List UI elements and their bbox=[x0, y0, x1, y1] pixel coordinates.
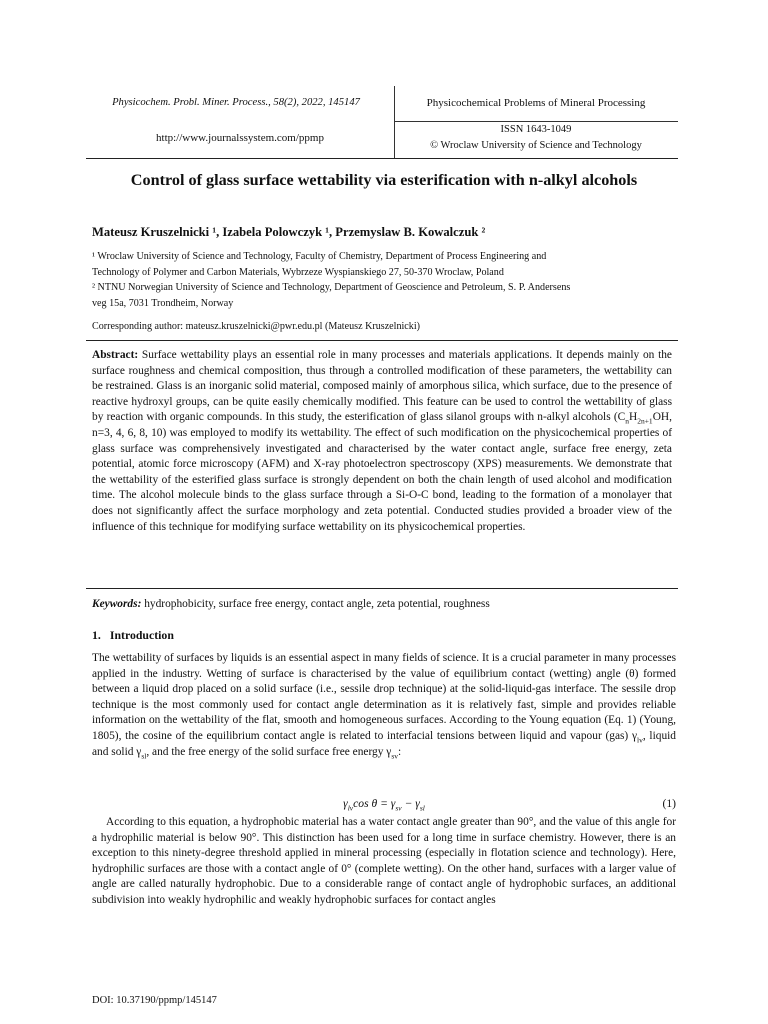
journal-url[interactable]: http://www.journalssystem.com/ppmp bbox=[156, 132, 324, 144]
affiliation-2-line-1: ² NTNU Norwegian University of Science and Technology, Department of Geoscience and Petroleum, S. P. Andersens bbox=[92, 282, 571, 293]
eq-gamma: γ bbox=[343, 797, 348, 810]
intro-paragraph-2: According to this equation, a hydrophobic material has a water contact angle greater than 90°, and the value of this angle for a hydrophilic material is below 90°. This distinction has been used for a long time in surface chemistry. However, there is an exception to this ninety-degree threshold applied in mineral processing (especially in flotation science and technology). Here, hydrophilic surfaces are those with a contact angle of 0° (complete wetting). On the other hand, surfaces with a larger value of angle are called naturally hydrophobic. Due to a considerable range of contact angle of hydrophobic surfaces, an additional subdivision into weakly hydrophilic and weakly hydrophobic surfaces for contact angles bbox=[92, 816, 676, 906]
journal-issn: ISSN 1643-1049 bbox=[500, 124, 572, 135]
abstract-box bbox=[86, 340, 678, 589]
equation-expression bbox=[92, 797, 676, 813]
corresponding-author: Corresponding author: mateusz.kruszelnicki@pwr.edu.pl (Mateusz Kruszelnicki) bbox=[92, 321, 421, 332]
abstract-h: H bbox=[628, 411, 638, 424]
eq-sub-sl: sl bbox=[419, 803, 425, 813]
p1-text-b: , liquid and solid γ bbox=[92, 729, 676, 758]
abstract-body-1: Surface wettability plays an essential role in many processes and materials applications. It depends mainly on the surface roughness and chemical composition, thus through a controlled modification of these parameters, the wettability can be restrained. Glass is an inorganic solid material, composed mainly of amorphous silica, which surface, due to the presence of reactive hydroxyl groups, can be quite easily chemically modified. This feature can be used to control the wettability of glass by reaction with organic compounds. In this study, the esterification of glass silanol groups with n-alkyl alcohols (C bbox=[92, 349, 672, 424]
eq-sub-sv: sv bbox=[395, 803, 402, 813]
eq-cos-theta: cos θ = γ bbox=[353, 797, 396, 810]
journal-header bbox=[86, 86, 678, 159]
eq-sub-lv: lv bbox=[347, 803, 354, 813]
abstract-label: Abstract: bbox=[92, 349, 139, 361]
p1-text-a: The wettability of surfaces by liquids is an essential aspect in many fields of science. It is a crucial parameter in many processes applied in the industry. Wetting of surface is characterised by the value of equilibrium contact (wetting) angle (θ) formed between a liquid drop placed on a solid surface (i.e., sessile drop technique) at the solid-liquid-gas interface. The sessile drop technique is the most commonly used for contact angle determination as it is relatively fast, simple and provides reliable information on the wettability of the flat, smooth and homogeneous surfaces. According to the Young equation (Eq. 1) (Young, 1805), the cosine of the equilibrium contact angle is related to interfacial tensions between liquid and vapour (gas) γ bbox=[92, 652, 676, 742]
affiliation-1-line-1: ¹ Wroclaw University of Science and Technology, Faculty of Chemistry, Department of Process Engineering and bbox=[92, 251, 547, 262]
doi[interactable]: DOI: 10.37190/ppmp/145147 bbox=[92, 995, 217, 1006]
p1-text-c: , and the free energy of the solid surface free energy γ bbox=[146, 745, 392, 758]
keywords-text: hydrophobicity, surface free energy, contact angle, zeta potential, roughness bbox=[141, 598, 490, 610]
intro-paragraph-1 bbox=[92, 651, 676, 760]
journal-copyright: © Wroclaw University of Science and Technology bbox=[430, 140, 642, 151]
affiliation-2-line-2: veg 15a, 7031 Trondheim, Norway bbox=[92, 298, 234, 309]
journal-name: Physicochemical Problems of Mineral Processing bbox=[426, 97, 646, 109]
p1-sub-sv: sv bbox=[391, 750, 398, 760]
p1-sub-sl: sl bbox=[141, 750, 147, 760]
eq-minus: − γ bbox=[401, 797, 420, 810]
header-divider-horizontal bbox=[394, 121, 678, 122]
section-title: Introduction bbox=[109, 628, 174, 642]
affiliation-1-line-2: Technology of Polymer and Carbon Materials, Wybrzeze Wyspianskiego 27, 50-370 Wroclaw, Poland bbox=[92, 267, 504, 278]
abstract-sub-n: n bbox=[625, 416, 629, 426]
paper-title: Control of glass surface wettability via esterification with n-alkyl alcohols bbox=[130, 171, 638, 189]
keywords-label: Keywords: bbox=[92, 598, 142, 610]
affiliation-1 bbox=[92, 249, 676, 281]
abstract-text bbox=[92, 348, 672, 535]
p1-sub-lv: lv bbox=[637, 735, 643, 745]
abstract-sub-2n1: 2n+1 bbox=[637, 416, 653, 426]
section-heading-introduction bbox=[92, 628, 174, 643]
author-list: Mateusz Kruszelnicki ¹, Izabela Polowczyk ¹, Przemyslaw B. Kowalczuk ² bbox=[92, 225, 486, 239]
equation-young bbox=[92, 797, 676, 813]
affiliation-2 bbox=[92, 280, 676, 312]
equation-number: (1) bbox=[662, 797, 676, 810]
section-number: 1. bbox=[92, 628, 101, 642]
keywords bbox=[92, 598, 676, 610]
journal-citation: Physicochem. Probl. Miner. Process., 58(2), 2022, 145147 bbox=[112, 97, 360, 108]
abstract-body-2: OH, n=3, 4, 6, 8, 10) was employed to modify its wettability. The effect of such modification on the physicochemical properties of glass surface was comprehensively investigated and characterised by the water contact angle, surface free energy, zeta potential, atomic force microscopy (AFM) and X-ray photoelectron spectroscopy (XPS) measurements. We demonstrate that the wettability of the esterified glass surface is strongly dependent on both the chain length of used alcohol and modification time. The alcohol molecule binds to the glass surface through a Si-O-C bond, leading to the formation of a monolayer that does not significantly affect the surface morphology and zeta potential. Conducted studies provided a broader view of the influence of this technique for modifying surface wettability on its physicochemical properties. bbox=[92, 411, 672, 533]
p1-text-d: : bbox=[398, 745, 402, 758]
